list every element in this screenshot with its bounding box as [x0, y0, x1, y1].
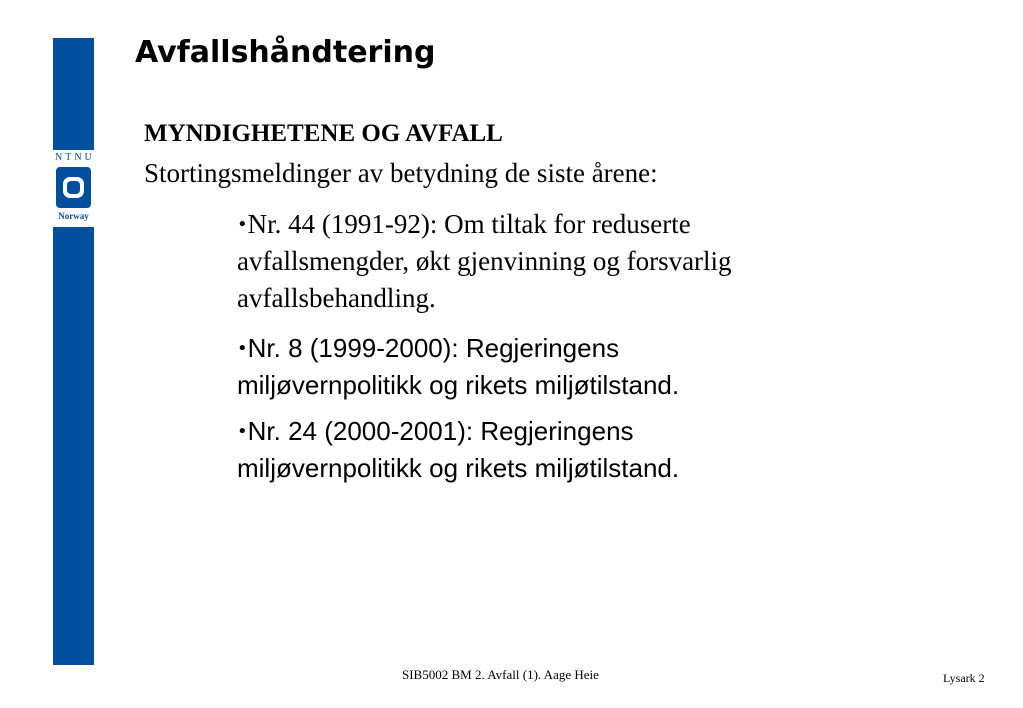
bullet-item [237, 413, 877, 486]
bullet-line: miljøvernpolitikk og rikets miljøtilstand. [237, 370, 680, 400]
slide-title: Avfallshåndtering [135, 35, 436, 70]
intro-text: Stortingsmeldinger av betydning de siste årene: [144, 158, 658, 188]
bullet-line: Nr. 8 (1999-2000): Regjeringens [247, 333, 620, 363]
side-bar [53, 38, 94, 665]
bullet-item [237, 330, 877, 403]
bullet-icon: • [237, 421, 248, 442]
bullet-line: miljøvernpolitikk og rikets miljøtilstand. [237, 453, 680, 483]
bullet-line: avfallsbehandling. [237, 283, 436, 313]
bullet-icon: • [237, 338, 248, 359]
footer-page-number: Lysark 2 [943, 671, 985, 685]
ntnu-logo [53, 150, 94, 227]
logo-top-text: NTNU [55, 152, 95, 163]
bullet-item [237, 206, 877, 317]
ntnu-emblem-icon [56, 167, 91, 208]
bullet-list [237, 206, 877, 499]
section-heading: MYNDIGHETENE OG AVFALL [144, 120, 503, 147]
bullet-icon: • [237, 214, 248, 235]
bullet-line: avfallsmengder, økt gjenvinning og forsvarlig [237, 246, 732, 276]
bullet-line: Nr. 44 (1991-92): Om tiltak for reduserte [247, 209, 691, 239]
footer-course: SIB5002 BM 2. Avfall (1). Aage Heie [402, 667, 599, 682]
bullet-line: Nr. 24 (2000-2001): Regjeringens [247, 416, 634, 446]
logo-bottom-text: Norway [58, 211, 89, 221]
